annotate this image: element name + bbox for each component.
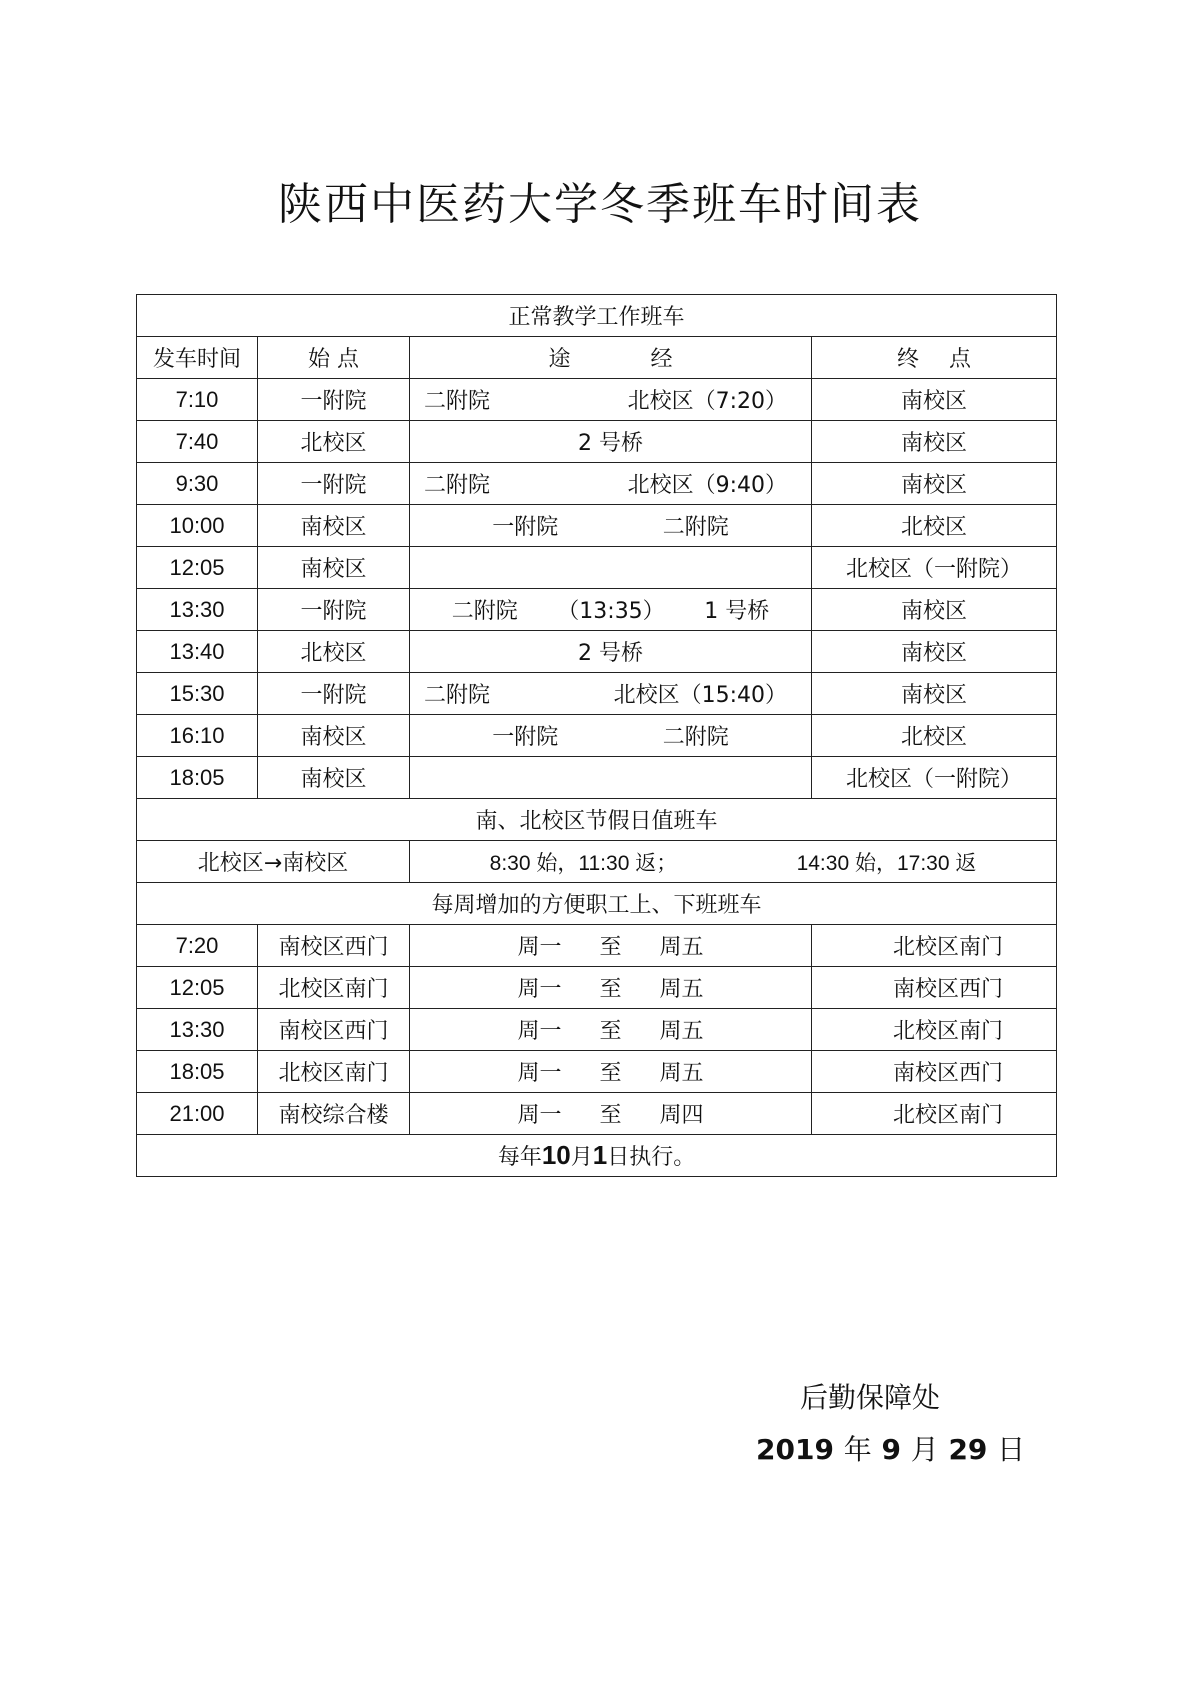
weekly-row — [137, 967, 1057, 1009]
departure-time: 12:05 — [137, 547, 258, 589]
weekly-days — [410, 1009, 812, 1051]
signoff-date — [756, 1428, 1025, 1468]
weekly-days — [410, 1093, 812, 1135]
end-point: 北校区 — [812, 505, 1057, 547]
weekly-end: 北校区南门 — [812, 1009, 1057, 1051]
weekly-to-day: 周五 — [659, 1019, 704, 1044]
weekly-section-row — [137, 883, 1057, 925]
header-via — [410, 337, 812, 379]
via-point: 北校区（15:40） — [613, 683, 787, 708]
via-points — [410, 421, 812, 463]
departure-time: 9:30 — [137, 463, 258, 505]
weekly-to-word: 至 — [599, 1061, 622, 1086]
schedule-row — [137, 547, 1057, 589]
schedule-row — [137, 757, 1057, 799]
effective-row — [137, 1135, 1057, 1177]
date-month: 9 — [881, 1433, 901, 1466]
weekly-row — [137, 1051, 1057, 1093]
end-point: 南校区 — [812, 463, 1057, 505]
header-end-a: 终 — [897, 347, 920, 372]
via-point: 二附院 — [662, 725, 729, 750]
via-point: 2 号桥 — [578, 641, 643, 666]
start-point: 南校区 — [258, 715, 410, 757]
end-point: 南校区 — [812, 421, 1057, 463]
departure-time: 7:10 — [137, 379, 258, 421]
end-point: 南校区 — [812, 631, 1057, 673]
start-point: 一附院 — [258, 589, 410, 631]
via-point: 二附院 — [662, 515, 729, 540]
date-day-char: 日 — [997, 1433, 1026, 1466]
weekly-start: 南校综合楼 — [258, 1093, 410, 1135]
weekly-end: 南校区西门 — [812, 1051, 1057, 1093]
via-point: 一附院 — [492, 725, 559, 750]
end-point: 北校区（一附院） — [812, 547, 1057, 589]
effective-post: 日执行。 — [607, 1145, 696, 1170]
weekly-end: 南校区西门 — [812, 967, 1057, 1009]
effective-day: 1 — [592, 1140, 608, 1170]
via-point: （13:35） — [557, 599, 665, 624]
via-point: 1 号桥 — [704, 599, 770, 624]
weekly-from-day: 周一 — [517, 935, 562, 960]
start-point: 北校区 — [258, 421, 410, 463]
weekly-to-word: 至 — [599, 935, 622, 960]
weekly-to-day: 周五 — [659, 935, 704, 960]
departure-time: 13:40 — [137, 631, 258, 673]
via-point: 北校区（7:20） — [627, 389, 787, 414]
via-point: 二附院 — [424, 389, 491, 414]
header-end-b: 点 — [949, 347, 972, 372]
schedule-row — [137, 505, 1057, 547]
holiday-section-heading: 南、北校区节假日值班车 — [137, 799, 1057, 841]
weekly-start: 北校区南门 — [258, 1051, 410, 1093]
weekly-from-day: 周一 — [517, 1103, 562, 1128]
effective-pre: 每年 — [497, 1145, 542, 1170]
header-via-a: 途 — [548, 347, 571, 372]
start-point: 一附院 — [258, 673, 410, 715]
holiday-times — [410, 841, 1057, 883]
holiday-row — [137, 841, 1057, 883]
normal-section-row — [137, 295, 1057, 337]
schedule-row — [137, 631, 1057, 673]
via-point: 北校区（9:40） — [627, 473, 787, 498]
weekly-from-day: 周一 — [517, 1019, 562, 1044]
end-point: 北校区 — [812, 715, 1057, 757]
schedule-row — [137, 715, 1057, 757]
effective-mid: 月 — [570, 1145, 593, 1170]
schedule-row — [137, 589, 1057, 631]
start-point: 南校区 — [258, 757, 410, 799]
departure-time: 10:00 — [137, 505, 258, 547]
via-point: 二附院 — [451, 599, 518, 624]
holiday-section-row — [137, 799, 1057, 841]
schedule-row — [137, 421, 1057, 463]
bus-schedule-table — [136, 294, 1057, 1177]
departure-time: 16:10 — [137, 715, 258, 757]
normal-section-heading: 正常教学工作班车 — [137, 295, 1057, 337]
end-point: 南校区 — [812, 379, 1057, 421]
weekly-to-day: 周五 — [659, 1061, 704, 1086]
date-day: 29 — [948, 1433, 988, 1466]
weekly-start: 南校区西门 — [258, 1009, 410, 1051]
page-title: 陕西中医药大学冬季班车时间表 — [278, 179, 922, 230]
end-point: 南校区 — [812, 673, 1057, 715]
departure-time: 15:30 — [137, 673, 258, 715]
schedule-row — [137, 379, 1057, 421]
weekly-from-day: 周一 — [517, 977, 562, 1002]
weekly-days — [410, 967, 812, 1009]
weekly-days — [410, 1051, 812, 1093]
departure-time: 7:40 — [137, 421, 258, 463]
weekly-time: 7:20 — [137, 925, 258, 967]
via-points — [410, 505, 812, 547]
schedule-row — [137, 463, 1057, 505]
via-points — [410, 757, 812, 799]
via-points — [410, 379, 812, 421]
normal-header-row — [137, 337, 1057, 379]
holiday-times-morning: 8:30 始，11:30 返； — [489, 851, 678, 875]
start-point: 一附院 — [258, 463, 410, 505]
weekly-to-word: 至 — [599, 1019, 622, 1044]
weekly-to-word: 至 — [599, 1103, 622, 1128]
weekly-row — [137, 1009, 1057, 1051]
via-points — [410, 673, 812, 715]
header-time: 发车时间 — [137, 337, 258, 379]
weekly-time: 13:30 — [137, 1009, 258, 1051]
effective-month: 10 — [541, 1140, 571, 1170]
start-point: 一附院 — [258, 379, 410, 421]
weekly-start: 北校区南门 — [258, 967, 410, 1009]
via-point: 二附院 — [424, 473, 491, 498]
header-end — [812, 337, 1057, 379]
weekly-to-day: 周四 — [659, 1103, 704, 1128]
weekly-to-day: 周五 — [659, 977, 704, 1002]
via-points — [410, 589, 812, 631]
end-point: 南校区 — [812, 589, 1057, 631]
date-year-char: 年 — [843, 1433, 872, 1466]
via-point: 二附院 — [424, 683, 491, 708]
weekly-time: 18:05 — [137, 1051, 258, 1093]
weekly-end: 北校区南门 — [812, 1093, 1057, 1135]
via-point: 2 号桥 — [578, 431, 643, 456]
effective-note — [137, 1135, 1057, 1177]
holiday-times-afternoon: 14:30 始，17:30 返 — [796, 851, 977, 875]
weekly-days — [410, 925, 812, 967]
signoff-department: 后勤保障处 — [800, 1381, 941, 1414]
via-point: 一附院 — [492, 515, 559, 540]
via-points — [410, 463, 812, 505]
weekly-section-heading: 每周增加的方便职工上、下班班车 — [137, 883, 1057, 925]
holiday-route: 北校区→南校区 — [137, 841, 410, 883]
header-via-b: 经 — [650, 347, 673, 372]
schedule-row — [137, 673, 1057, 715]
start-point: 南校区 — [258, 505, 410, 547]
weekly-row — [137, 925, 1057, 967]
start-point: 南校区 — [258, 547, 410, 589]
start-point: 北校区 — [258, 631, 410, 673]
weekly-time: 21:00 — [137, 1093, 258, 1135]
departure-time: 18:05 — [137, 757, 258, 799]
weekly-to-word: 至 — [599, 977, 622, 1002]
via-points — [410, 547, 812, 589]
date-month-char: 月 — [910, 1433, 939, 1466]
date-year: 2019 — [756, 1433, 834, 1466]
end-point: 北校区（一附院） — [812, 757, 1057, 799]
via-points — [410, 631, 812, 673]
weekly-end: 北校区南门 — [812, 925, 1057, 967]
weekly-start: 南校区西门 — [258, 925, 410, 967]
weekly-from-day: 周一 — [517, 1061, 562, 1086]
via-points — [410, 715, 812, 757]
weekly-row — [137, 1093, 1057, 1135]
departure-time: 13:30 — [137, 589, 258, 631]
weekly-time: 12:05 — [137, 967, 258, 1009]
header-start: 始 点 — [258, 337, 410, 379]
